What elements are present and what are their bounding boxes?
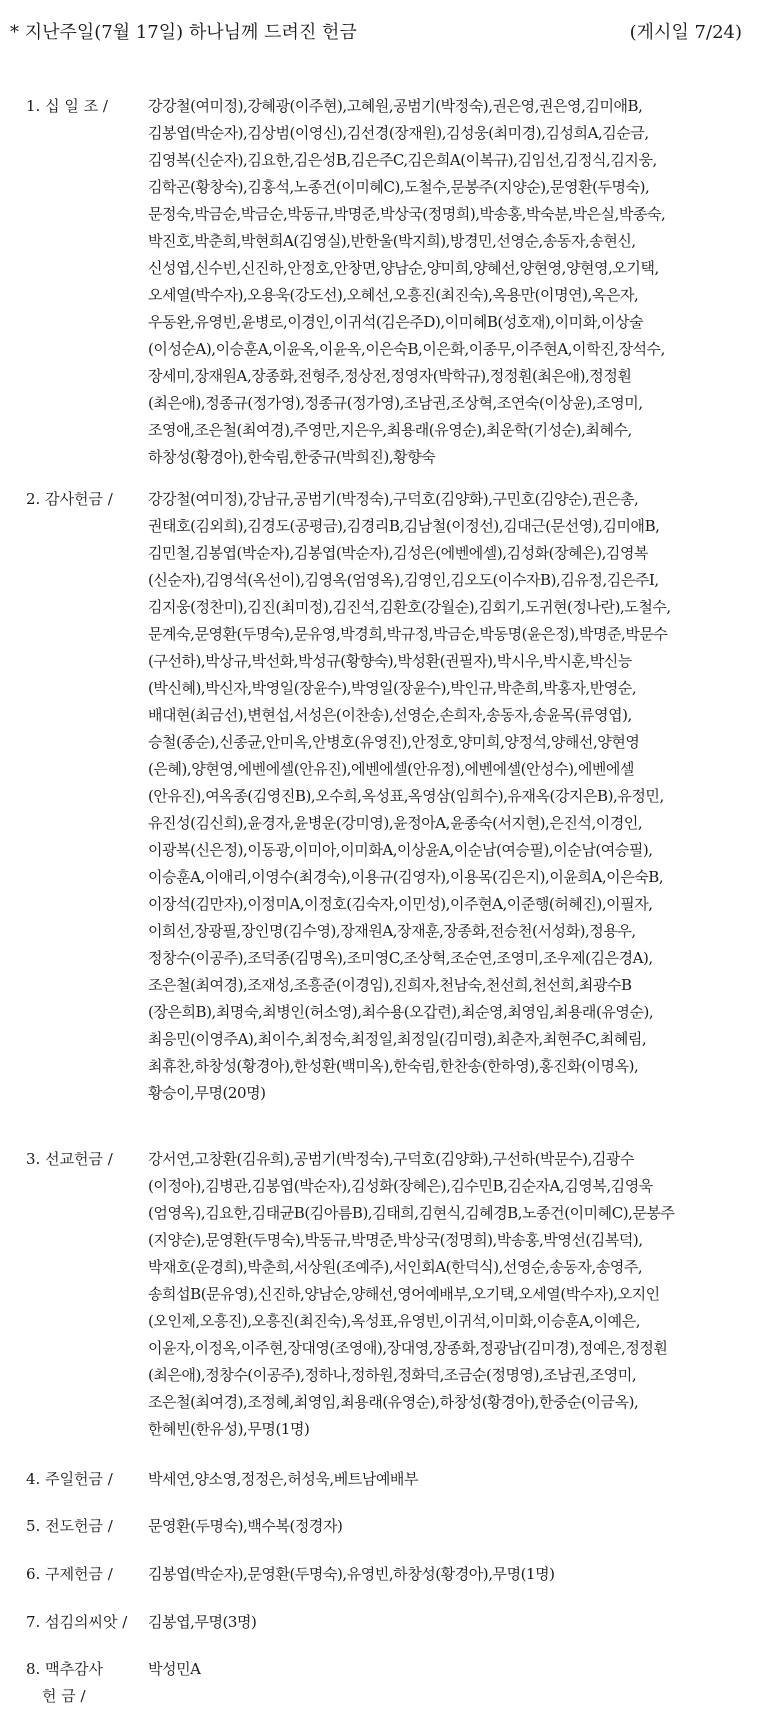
name-line: (장은희B),최명숙,최병인(허소영),최수용(오갑련),최순영,최영임,최용래(유영순), (148, 1003, 654, 1021)
name-line: 김민철,김봉엽(박순자),김봉엽(박순자),김성은(에벤에셀),김성화(장혜은),김영복 (148, 544, 649, 562)
name-line: 조은철(최여경),조정혜,최영임,최용래(유영순),하창성(황경아),한중순(이금옥), (148, 1393, 639, 1411)
name-line: 문영환(두명숙),백수복(정경자) (148, 1517, 343, 1535)
section-label-line2: 헌 금 / (42, 1687, 86, 1705)
name-line: 정창수(이공주),조덕종(김명옥),조미영C,조상혁,조순연,조영미,조우제(김은경A), (148, 949, 653, 967)
name-line: 강강철(여미정),강남규,공범기(박정숙),구덕호(김양화),구민호(김양순),권은총, (148, 490, 639, 508)
name-line: 송희섭B(문유영),신진하,양남순,양해선,영어예배부,오기택,오세열(박수자),오지인 (148, 1285, 660, 1303)
section-names (148, 1513, 748, 1540)
section-names (148, 93, 748, 471)
name-line: 박진호,박춘희,박현희A(김영실),반한울(박지희),방경민,선영순,송동자,송현신, (148, 232, 636, 250)
name-line: 김봉엽(박순자),김상범(이영신),김선경(장재원),김성웅(최미경),김성희A,김순금, (148, 124, 649, 142)
section-names (148, 1609, 748, 1636)
name-line: (신순자),김영석(옥선이),김영옥(엄영옥),김영인,김오도(이수자B),김유정,김은주I, (148, 571, 659, 589)
name-line: 하창성(황경아),한숙림,한중규(박희진),황향숙 (148, 448, 436, 466)
name-line: 이장석(김만자),이정미A,이정호(김숙자,이민성),이주현A,이준행(허혜진),이필자, (148, 895, 653, 913)
name-line: 이승훈A,이애리,이영수(최경숙),이용규(김영자),이용목(김은지),이윤희A,이은숙B, (148, 868, 664, 886)
section-label: 5. 전도헌금 / (26, 1517, 113, 1535)
name-line: 문계숙,문영환(두명숙),문유영,박경희,박규정,박금순,박동명(윤은정),박명준,박문수 (148, 625, 668, 643)
name-line: (은혜),양현영,에벤에셀(안유진),에벤에셀(안유정),에벤에셀(안성수),에벤에셀 (148, 760, 635, 778)
section-label: 4. 주일헌금 / (26, 1470, 113, 1488)
header (10, 18, 750, 48)
name-line: 조영애,조은철(최여경),주영만,지은우,최용래(유영순),최운학(기성순),최혜수, (148, 421, 632, 439)
name-line: (구선하),박상규,박선화,박성규(황향숙),박성환(권필자),박시우,박시훈,박신능 (148, 652, 632, 670)
name-line: 강강철(여미정),강혜광(이주현),고혜원,공범기(박정숙),권은영,권은영,김미애B, (148, 97, 643, 115)
name-line: 신성엽,신수빈,신진하,안정호,안창면,양남순,양미희,양혜선,양현영,양현영,오기택, (148, 259, 659, 277)
name-line: (이정아),김병관,김봉엽(박순자),김성화(장혜은),김수민B,김순자A,김영복,김영욱 (148, 1177, 653, 1195)
name-line: 이윤자,이정옥,이주현,장대영(조영애),장대영,장종화,정광남(김미경),정예은,정정훤 (148, 1339, 668, 1357)
section-names (148, 1466, 748, 1493)
name-line: 최휴찬,하창성(황경아),한성환(백미옥),한숙림,한찬송(한하영),홍진화(이명옥), (148, 1057, 639, 1075)
section-label: 1. 십 일 조 / (26, 97, 108, 115)
name-line: 문정숙,박금순,박금순,박동규,박명준,박상국(정명희),박송홍,박숙분,박은실,박종숙, (148, 205, 666, 223)
name-line: (엄영옥),김요한,김태균B(김아름B),김태희,김현식,김혜경B,노종건(이미혜C),문봉주 (148, 1204, 675, 1222)
name-line: 배대현(최금선),변현섭,서성은(이찬송),선영순,손희자,송동자,송윤목(류영엽), (148, 706, 632, 724)
name-line: 강서연,고창환(김유희),공범기(박정숙),구덕호(김양화),구선하(박문수),김광수 (148, 1150, 635, 1168)
section-names (148, 486, 748, 1107)
name-line: (최은애),정창수(이공주),정하나,정하원,정화덕,조금순(정명영),조남권,조영미, (148, 1366, 637, 1384)
name-line: 이희선,장광필,장인명(김수영),장재원A,장재훈,장종화,전승천(서성화),정용우, (148, 922, 636, 940)
posted-date: (게시일 7/24) (629, 22, 742, 43)
name-line: 승철(종순),신종균,안미옥,안병호(유영진),안정호,양미희,양정석,양해선,양현영 (148, 733, 640, 751)
name-line: 박성민A (148, 1660, 201, 1678)
name-line: 박재호(운경희),박춘희,서상원(조예주),서인회A(한덕식),선영순,송동자,송영주, (148, 1258, 643, 1276)
name-line: (오인제,오흥진),오흥진(최진숙),옥성표,유영빈,이귀석,이미화,이승훈A,이예은, (148, 1312, 641, 1330)
name-line: (최은애),정종규(정가영),정종규(정가영),조남권,조상혁,조연숙(이상윤),조영미, (148, 394, 643, 412)
name-line: 오세열(박수자),오용욱(강도선),오혜선,오흥진(최진숙),옥용만(이명연),옥은자, (148, 286, 639, 304)
section-label: 3. 선교헌금 / (26, 1150, 113, 1168)
name-line: (지양순),문영환(두명숙),박동규,박명준,박상국(정명희),박송홍,박영선(김복덕), (148, 1231, 643, 1249)
section-names (148, 1146, 748, 1443)
section-names (148, 1656, 748, 1683)
name-line: 김지웅(정찬미),김진(최미정),김진석,김환호(강월순),김회기,도귀현(정나란),도철수, (148, 598, 671, 616)
name-line: (이성순A),이승훈A,이윤옥,이윤옥,이은숙B,이은화,이종무,이주현A,이학진,장석수, (148, 340, 665, 358)
section-label: 7. 섬김의씨앗 / (26, 1613, 128, 1631)
name-line: 박세연,양소영,정정은,허성욱,베트남예배부 (148, 1470, 418, 1488)
name-line: 장세미,장재원A,장종화,전형주,정상전,정영자(박학규),정정훤(최은애),정정훤 (148, 367, 632, 385)
name-line: 김학곤(황창숙),김홍석,노종건(이미혜C),도철수,문봉주(지양순),문영환(두명숙), (148, 178, 650, 196)
name-line: 김영복(신순자),김요한,김은성B,김은주C,김은희A(이복규),김임선,김정식,김지웅, (148, 151, 657, 169)
section-label-line1: 8. 맥추감사 (26, 1660, 104, 1678)
name-line: 이광복(신은정),이동광,이미아,이미화A,이상윤A,이순남(여승필),이순남(여승필), (148, 841, 653, 859)
name-line: 최응민(이영주A),최이수,최정숙,최정일,최정일(김미령),최춘자,최현주C,최혜림, (148, 1030, 647, 1048)
section-label: 6. 구제헌금 / (26, 1565, 113, 1583)
page-title: * 지난주일(7월 17일) 하나님께 드려진 헌금 (10, 22, 357, 43)
name-line: 우동완,유영빈,윤병로,이경인,이귀석(김은주D),이미혜B(성호재),이미화,이상술 (148, 313, 644, 331)
section-label (26, 1656, 146, 1710)
name-line: (박신혜),박신자,박영일(장윤수),박영일(장윤수),박인규,박춘희,박홍자,반영순, (148, 679, 637, 697)
name-line: 조은철(최여경),조재성,조흥준(이경임),진희자,천남숙,천선희,천선희,최광수B (148, 976, 632, 994)
name-line: 유진성(김신희),윤경자,윤병운(강미영),윤정아A,윤종숙(서지현),은진석,이경인, (148, 814, 643, 832)
name-line: (안유진),여옥종(김영진B),오수희,옥성표,옥영삼(임희수),유재옥(강지은B),유정민, (148, 787, 664, 805)
section-names (148, 1561, 748, 1588)
name-line: 김봉엽,무명(3명) (148, 1613, 257, 1631)
name-line: 한혜빈(한유성),무명(1명) (148, 1420, 310, 1438)
name-line: 김봉엽(박순자),문영환(두명숙),유영빈,하창성(황경아),무명(1명) (148, 1565, 555, 1583)
name-line: 권태호(김외희),김경도(공평금),김경리B,김남철(이정선),김대근(문선영),김미애B, (148, 517, 660, 535)
name-line: 황승이,무명(20명) (148, 1084, 266, 1102)
section-label: 2. 감사헌금 / (26, 490, 113, 508)
